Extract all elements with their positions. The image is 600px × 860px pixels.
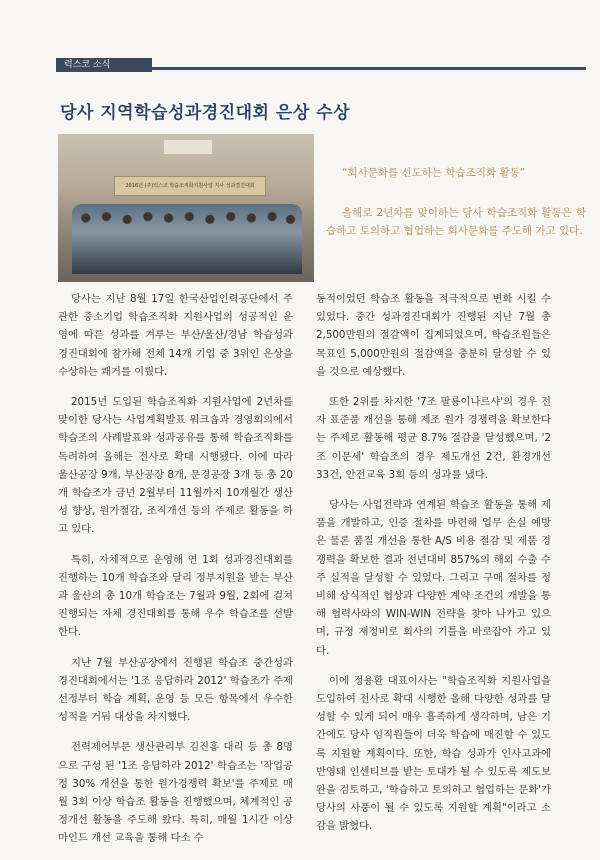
section-header <box>56 58 586 72</box>
paragraph: 지난 7월 부산공장에서 진행된 학습조 중간성과 경진대회에서는 '1조 응답하라 2012' 학습조가 주제 선정부터 학습 계획, 운영 등 모든 항목에서 우수한 성적을 거둬 대상을 차지했다. <box>58 656 293 724</box>
pull-quote <box>326 165 586 240</box>
paragraph: 전력제어부문 생산관리부 김진홍 대리 등 총 8명으로 구성 된 '1조 응답하라 2012' 학습조는 '작업공정 30% 개선을 통한 원가경쟁력 확보'를 주제로 매월 3회 이상 학습조 활동을 진행했으며, 체계적인 공정개선 활동을 주도해 왔다. 특히, 매월 1시간 이상 마인드 개선 교육을 통해 다소 수 <box>58 741 293 845</box>
pull-quote-title: “회사문화를 선도하는 학습조직화 활동” <box>342 167 526 179</box>
article-title: 당사 지역학습성과경진대회 은상 수상 <box>60 103 351 123</box>
paragraph: 또한 2위를 차지한 '7조 팔룡이나르샤'의 경우 전자 표준품 개선을 통해 제조 원가 경쟁력을 확보한다는 주제로 활동해 평균 8.7% 절감을 달성했으며, '2조 이문세' 학습조의 경우 제도개선 2건, 환경개선 33건, 안전교육 3회 등의 성과를 냈다. <box>316 396 551 481</box>
paragraph: 동적이었던 학습조 활동을 적극적으로 변화 시킬 수 있었다. 중간 성과경진대회가 진행된 지난 7월 총 2,500만원의 절감액이 집계되었으며, 학습조원들은 목표인 5,000만원의 절감액을 충분히 달성할 수 있을 것으로 예상했다. <box>316 293 551 378</box>
group-photo <box>58 134 314 282</box>
photo-banner: 2016년 (주)럭스코 학습조직화지원사업 지사 성과경진대회 <box>114 176 266 196</box>
projector-screen <box>164 140 212 154</box>
photo-crowd <box>72 204 302 274</box>
paragraph: 당사는 지난 8월 17일 한국산업인력공단에서 주관한 중소기업 학습조직화 지원사업의 성공적인 운영에 따른 성과를 겨루는 부산/울산/경남 학습성과 경진대회에 참가해 전체 14개 기업 중 3위인 은상을 수상하는 쾌거를 이뤘다. <box>58 293 293 378</box>
paragraph: 이에 정용환 대표이사는 "학습조직화 지원사업을 도입하여 전사로 확대 시행한 올해 다양한 성과를 달성할 수 있게 되어 매우 흡족하게 생각하며, 남은 기간에도 당사 임직원들이 더욱 학습에 매진할 수 있도록 지원할 계획이다. 또한, 학습 성과가 인사고과에 반영돼 인센티브를 받는 토대가 될 수 있도록 제도보완을 검토하고, '학습하고 토의하고 협업하는 문화'가 당사의 사풍이 될 수 있도록 지원할 계획"이라고 소감을 밝혔다. <box>316 674 551 833</box>
pull-quote-body: 올해로 2년차를 맞이하는 당사 학습조직화 활동은 학습하고 토의하고 협업하는 회사문화를 주도해 가고 있다. <box>326 207 586 237</box>
header-divider <box>152 67 586 70</box>
section-tag: 럭스코 소식 <box>56 58 152 72</box>
paragraph: 당사는 사업전략과 연계된 학습조 활동을 통해 제품을 개발하고, 인증 절차를 마련해 업무 손실 예방은 물론 품질 개선을 통한 A/S 비용 절감 및 제품 경쟁력을 확보한 결과 전년대비 857%의 해외 수출 수주 실적을 달성할 수 있었다. 그리고 구매 절차를 정비해 상식적인 협상과 다양한 계약 조건의 개발을 통해 협력사와의 WIN-WIN 전략을 찾아 나가고 있으며, 규정 재정비로 회사의 기틀을 바로잡아 가고 있다. <box>316 499 551 657</box>
paragraph: 특히, 자체적으로 운영해 연 1회 성과경진대회를 진행하는 10개 학습조와 달리 정부지원을 받는 부산과 울산의 총 10개 학습조는 7월과 9월, 2회에 걸쳐 진행되는 자체 경진대회를 통해 우수 학습조를 선발한다. <box>58 553 293 639</box>
paragraph: 2015년 도입된 학습조직화 지원사업에 2년차를 맞이한 당사는 사업계획발표 워크숍과 경영회의에서 학습조의 사례발표와 성과공유를 통해 학습조직화를 독려하여 올해는 전사로 확대 시행됐다. 이에 따라 울산공장 9개, 부산공장 8개, 문경공장 3개 등 총 20개 학습조가 금년 2월부터 11월까지 10개월간 생산성 향상, 원가절감, 조직개선 등의 주제로 활동을 하고 있다. <box>58 396 293 536</box>
article-column-left <box>58 290 293 860</box>
article-column-right <box>316 290 551 848</box>
